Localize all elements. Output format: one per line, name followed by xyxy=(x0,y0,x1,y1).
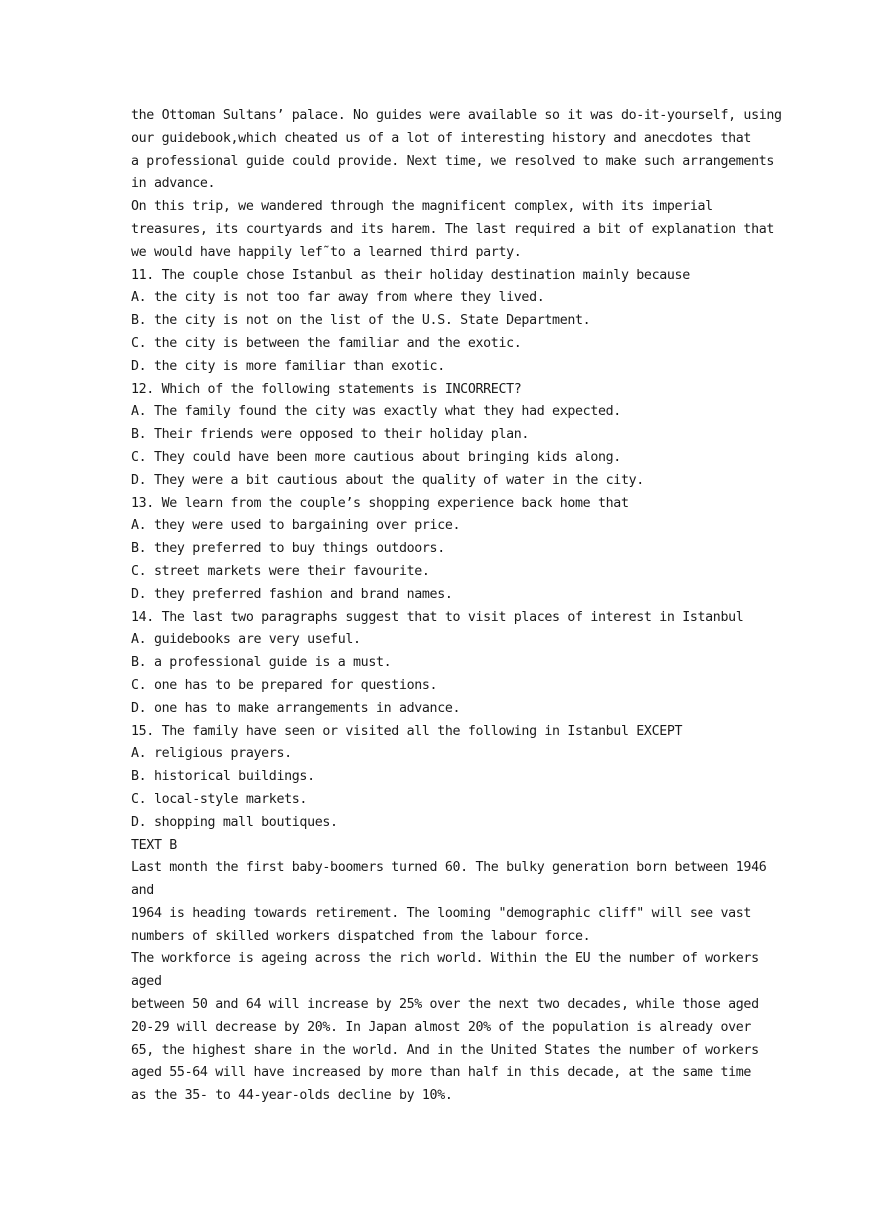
question-14-stem: 14. The last two paragraphs suggest that to visit places of interest in Istanbul xyxy=(131,609,744,625)
text-line: 20-29 will decrease by 20%. In Japan almost 20% of the population is already over xyxy=(131,1019,752,1035)
question-14-option-a: A. guidebooks are very useful. xyxy=(131,632,361,648)
text-line: Last month the first baby-boomers turned 60. The bulky generation born between 1946 xyxy=(131,860,767,876)
question-14-option-b: B. a professional guide is a must. xyxy=(131,655,392,671)
question-12-option-a: A. The family found the city was exactly what they had expected. xyxy=(131,404,621,420)
question-13-stem: 13. We learn from the couple’s shopping experience back home that xyxy=(131,495,629,511)
question-14-option-c: C. one has to be prepared for questions. xyxy=(131,677,438,693)
text-line: On this trip, we wandered through the magnificent complex, with its imperial xyxy=(131,199,713,215)
text-line: The workforce is ageing across the rich world. Within the EU the number of workers xyxy=(131,951,759,967)
text-line: as the 35- to 44-year-olds decline by 10%. xyxy=(131,1088,453,1104)
question-15-option-d: D. shopping mall boutiques. xyxy=(131,814,338,830)
question-11-option-d: D. the city is more familiar than exotic. xyxy=(131,358,445,374)
question-12-stem: 12. Which of the following statements is INCORRECT? xyxy=(131,381,522,397)
text-line: a professional guide could provide. Next time, we resolved to make such arrangements xyxy=(131,153,775,169)
text-line: 1964 is heading towards retirement. The looming "demographic cliff" will see vast xyxy=(131,905,752,921)
question-14-option-d: D. one has to make arrangements in advance. xyxy=(131,700,461,716)
text-line: in advance. xyxy=(131,176,216,192)
question-12-option-c: C. They could have been more cautious about bringing kids along. xyxy=(131,449,621,465)
document-page xyxy=(131,105,782,1108)
question-13-option-c: C. street markets were their favourite. xyxy=(131,563,430,579)
question-11-option-c: C. the city is between the familiar and the exotic. xyxy=(131,335,522,351)
text-line: we would have happily lef˜to a learned third party. xyxy=(131,244,522,260)
question-15-option-c: C. local-style markets. xyxy=(131,791,308,807)
question-11-stem: 11. The couple chose Istanbul as their holiday destination mainly because xyxy=(131,267,690,283)
question-13-option-a: A. they were used to bargaining over price. xyxy=(131,518,461,534)
text-line: numbers of skilled workers dispatched from the labour force. xyxy=(131,928,591,944)
text-line: and xyxy=(131,883,154,899)
text-line: aged xyxy=(131,974,162,990)
text-line: aged 55-64 will have increased by more than half in this decade, at the same time xyxy=(131,1065,752,1081)
question-11-option-a: A. the city is not too far away from where they lived. xyxy=(131,290,545,306)
question-13-option-b: B. they preferred to buy things outdoors. xyxy=(131,541,445,557)
text-line: treasures, its courtyards and its harem. The last required a bit of explanation that xyxy=(131,221,775,237)
text-line: between 50 and 64 will increase by 25% over the next two decades, while those aged xyxy=(131,997,759,1013)
question-12-option-d: D. They were a bit cautious about the quality of water in the city. xyxy=(131,472,644,488)
question-15-option-a: A. religious prayers. xyxy=(131,746,292,762)
question-15-stem: 15. The family have seen or visited all the following in Istanbul EXCEPT xyxy=(131,723,683,739)
text-line: our guidebook,which cheated us of a lot of interesting history and anecdotes that xyxy=(131,130,752,146)
question-15-option-b: B. historical buildings. xyxy=(131,769,315,785)
question-11-option-b: B. the city is not on the list of the U.S. State Department. xyxy=(131,313,591,329)
text-line: 65, the highest share in the world. And in the United States the number of workers xyxy=(131,1042,759,1058)
section-heading-text-b: TEXT B xyxy=(131,837,177,853)
text-line: the Ottoman Sultans’ palace. No guides were available so it was do-it-yourself, using xyxy=(131,108,782,123)
question-13-option-d: D. they preferred fashion and brand names. xyxy=(131,586,453,602)
question-12-option-b: B. Their friends were opposed to their holiday plan. xyxy=(131,427,530,443)
